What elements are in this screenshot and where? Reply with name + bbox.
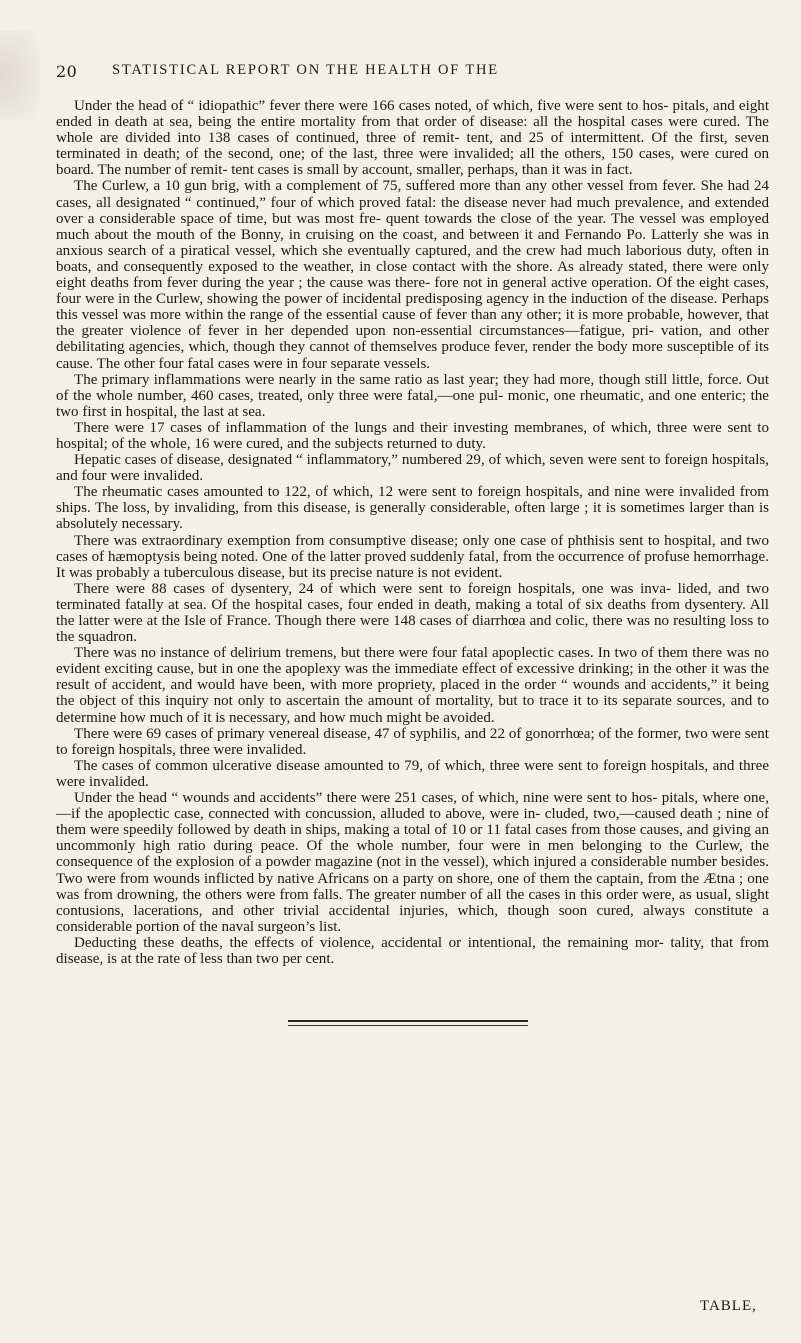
- paragraph: There were 69 cases of primary venereal disease, 47 of syphilis, and 22 of gonorrhœa; of the former, two were sent to foreign hospitals, three were invalided.: [56, 725, 769, 758]
- paragraph: There was extraordinary exemption from consumptive disease; only one case of phthisis sent to hospital, and two cases of hæmoptysis being noted. One of the latter proved suddenly fatal, from the occurrence of profuse hemorrhage. It was probably a tuberculous disease, but its precise nature is not evident.: [56, 532, 769, 581]
- paragraph: The cases of common ulcerative disease amounted to 79, of which, three were sent to foreign hospitals, and three were invalided.: [56, 757, 769, 790]
- body-text: [56, 98, 769, 967]
- paragraph: Under the head “ wounds and accidents” there were 251 cases, of which, nine were sent to hos- pitals, where one,—if the apoplectic case, connected with concussion, alluded to above, were in- cluded, two,—caused death ; nine of them were speedily followed by death in ships, making a total of 10 or 11 fatal cases from those causes, and giving an uncommonly high ratio during peace. Of the whole number, four were in men belonging to the Curlew, the consequence of the explosion of a powder magazine (not in the vessel), which injured a considerable number besides. Two were from wounds inflicted by native Africans on a party on shore, one of them the captain, from the Ætna ; one was from drowning, the others were from falls. The greater number of all the cases in this order were, as usual, slight contusions, lacerations, and other trivial accidental injuries, which, though soon cured, always constitute a considerable portion of the naval surgeon’s list.: [56, 790, 769, 935]
- paragraph: There were 88 cases of dysentery, 24 of which were sent to foreign hospitals, one was inva- lided, and two terminated fatally at sea. Of the hospital cases, four ended in death, making a total of six deaths from dysentery. All the latter were at the Isle of France. Though there were 148 cases of diarrhœa and colic, there was no resulting loss to the squadron.: [56, 580, 769, 646]
- paragraph: There were 17 cases of inflammation of the lungs and their investing membranes, of which, three were sent to hospital; of the whole, 16 were cured, and the subjects returned to duty.: [56, 419, 769, 452]
- paragraph: The Curlew, a 10 gun brig, with a complement of 75, suffered more than any other vessel from fever. She had 24 cases, all designated “ continued,” four of which proved fatal: the disease never had much prevalence, and extended over a considerable space of time, but was most fre- quent towards the close of the year. The vessel was employed much about the mouth of the Bonny, in cruising on the coast, and between it and Fernando Po. Latterly she was in anxious search of a piratical vessel, which she eventually captured, and the crew had much laborious duty, often in boats, and consequently exposed to the weather, in close contact with the shore. As already stated, there were only eight deaths from fever during the year ; the cause was there- fore not in general active operation. Of the eight cases, four were in the Curlew, showing the power of incidental predisposing agency in the induction of the disease. Perhaps this vessel was more within the range of the essential cause of fever than any other; it is more probable, however, that the greater violence of fever in her depended upon non-essential circumstances—fatigue, pri- vation, and other debilitating agencies, which, though they cannot of themselves produce fever, render the body more susceptible of its cause. The other four fatal cases were in four separate vessels.: [56, 178, 769, 372]
- paragraph: The primary inflammations were nearly in the same ratio as last year; they had more, though still little, force. Out of the whole number, 460 cases, treated, only three were fatal,—one pul- monic, one rheumatic, and one enteric; the two first in hospital, the last at sea.: [56, 371, 769, 420]
- section-rule: [288, 1020, 528, 1022]
- running-head: STATISTICAL REPORT ON THE HEALTH OF THE: [112, 62, 499, 78]
- catchword: TABLE,: [700, 1298, 757, 1314]
- paragraph: Under the head of “ idiopathic” fever there were 166 cases noted, of which, five were sent to hos- pitals, and eight ended in death at sea, being the entire mortality from that order of disease: all the hospital cases were cured. The whole are divided into 138 cases of continued, three of remit- tent, and 25 of intermittent. Of the first, seven terminated in death; of the second, one; of the last, three were invalided; all the others, 150 cases, were cured on board. The number of remit- tent cases is small by account, smaller, perhaps, than it was in fact.: [56, 98, 769, 179]
- section-rule-thin: [288, 1025, 528, 1026]
- paragraph: There was no instance of delirium tremens, but there were four fatal apoplectic cases. In two of them there was no evident exciting cause, but in one the apoplexy was the immediate effect of excessive drinking; in the other it was the result of accident, and would have been, with more propriety, placed in the order “ wounds and accidents,” it being the object of this inquiry not only to ascertain the amount of mortality, but to trace it to its separate sources, and to determine how much of it is necessary, and how much might be avoided.: [56, 645, 769, 726]
- page-number: 20: [56, 62, 78, 81]
- page-stain: [0, 30, 40, 120]
- paragraph: Deducting these deaths, the effects of violence, accidental or intentional, the remaining mor- tality, that from disease, is at the rate of less than two per cent.: [56, 934, 769, 967]
- paragraph: Hepatic cases of disease, designated “ inflammatory,” numbered 29, of which, seven were sent to foreign hospitals, and four were invalided.: [56, 452, 769, 485]
- paragraph: The rheumatic cases amounted to 122, of which, 12 were sent to foreign hospitals, and nine were invalided from ships. The loss, by invaliding, from this disease, is generally considerable, often large ; it is sometimes larger than is absolutely necessary.: [56, 484, 769, 533]
